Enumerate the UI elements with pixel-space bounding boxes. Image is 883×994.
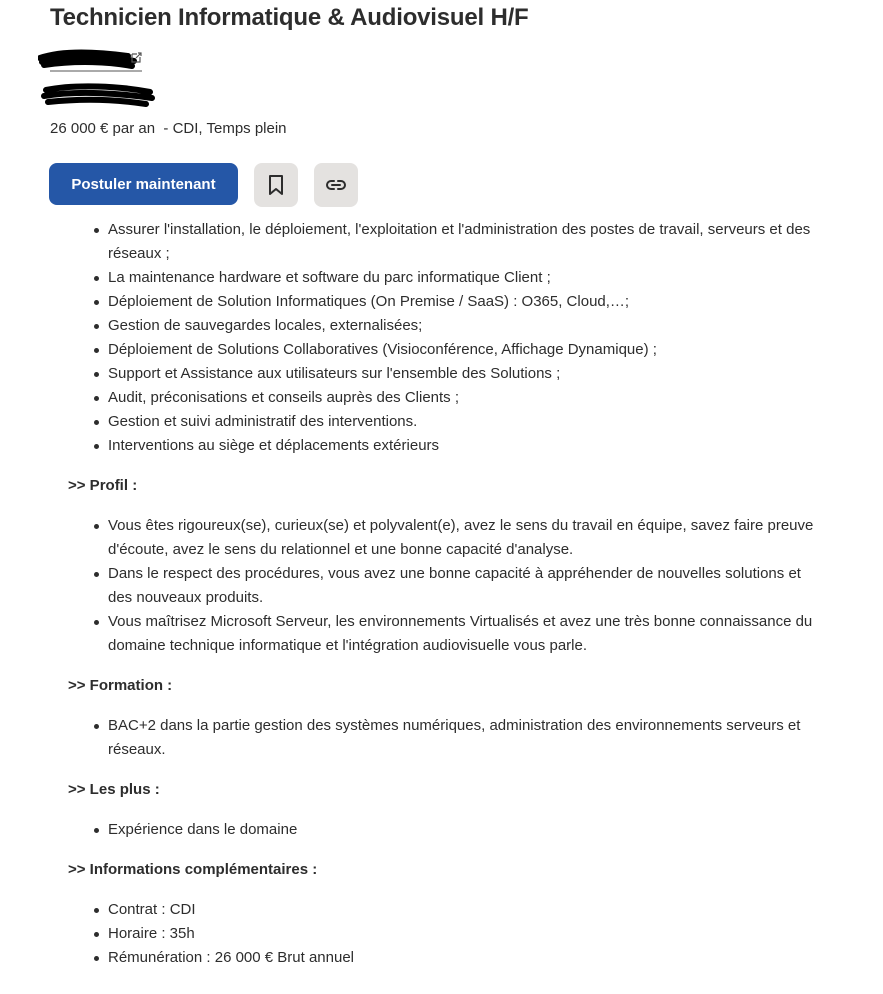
salary-and-job-type: 26 000 € par an - CDI, Temps plein bbox=[50, 120, 287, 137]
location-redacted bbox=[40, 80, 160, 112]
missions-list bbox=[0, 218, 820, 458]
list-item: Interventions au siège et déplacements extérieurs bbox=[108, 434, 820, 458]
link-icon bbox=[325, 178, 347, 192]
list-item: Support et Assistance aux utilisateurs sur l'ensemble des Solutions ; bbox=[108, 362, 820, 386]
list-item: Vous êtes rigoureux(se), curieux(se) et polyvalent(e), avez le sens du travail en équipe, savez faire preuve d'écoute, avez le sens du relationnel et une bonne capacité d'analyse. bbox=[108, 514, 820, 562]
les-plus-heading: >> Les plus : bbox=[68, 781, 160, 798]
informations-list bbox=[0, 898, 820, 970]
profil-heading: >> Profil : bbox=[68, 477, 138, 494]
save-job-button[interactable] bbox=[254, 163, 298, 207]
list-item: Expérience dans le domaine bbox=[108, 818, 820, 842]
formation-list bbox=[0, 714, 820, 762]
copy-link-button[interactable] bbox=[314, 163, 358, 207]
list-item: La maintenance hardware et software du parc informatique Client ; bbox=[108, 266, 820, 290]
profil-list bbox=[0, 514, 820, 658]
bookmark-icon bbox=[267, 174, 285, 196]
list-item: Contrat : CDI bbox=[108, 898, 820, 922]
les-plus-list bbox=[0, 818, 820, 842]
list-item: BAC+2 dans la partie gestion des systèmes numériques, administration des environnements serveurs et réseaux. bbox=[108, 714, 820, 762]
job-title: Technicien Informatique & Audiovisuel H/F bbox=[50, 4, 529, 31]
list-item: Horaire : 35h bbox=[108, 922, 820, 946]
external-link-icon bbox=[130, 52, 142, 64]
informations-heading: >> Informations complémentaires : bbox=[68, 861, 318, 878]
list-item: Audit, préconisations et conseils auprès des Clients ; bbox=[108, 386, 820, 410]
list-item: Gestion de sauvegardes locales, externalisées; bbox=[108, 314, 820, 338]
redaction-scribble bbox=[40, 80, 160, 112]
list-item: Dans le respect des procédures, vous avez une bonne capacité à appréhender de nouvelles solutions et des nouveaux produits. bbox=[108, 562, 820, 610]
list-item: Assurer l'installation, le déploiement, l'exploitation et l'administration des postes de travail, serveurs et des réseaux ; bbox=[108, 218, 820, 266]
job-description bbox=[0, 196, 883, 994]
apply-now-button[interactable]: Postuler maintenant bbox=[49, 163, 238, 205]
formation-heading: >> Formation : bbox=[68, 677, 173, 694]
job-header bbox=[0, 0, 883, 212]
list-item: Déploiement de Solution Informatiques (On Premise / SaaS) : O365, Cloud,…; bbox=[108, 290, 820, 314]
list-item: Gestion et suivi administratif des interventions. bbox=[108, 410, 820, 434]
list-item: Vous maîtrisez Microsoft Serveur, les environnements Virtualisés et avez une très bonne connaissance du domaine technique informatique et l'intégration audiovisuelle vous parle. bbox=[108, 610, 820, 658]
list-item: Rémunération : 26 000 € Brut annuel bbox=[108, 946, 820, 970]
list-item: Déploiement de Solutions Collaboratives (Visioconférence, Affichage Dynamique) ; bbox=[108, 338, 820, 362]
company-name-link-redacted[interactable] bbox=[38, 44, 148, 74]
